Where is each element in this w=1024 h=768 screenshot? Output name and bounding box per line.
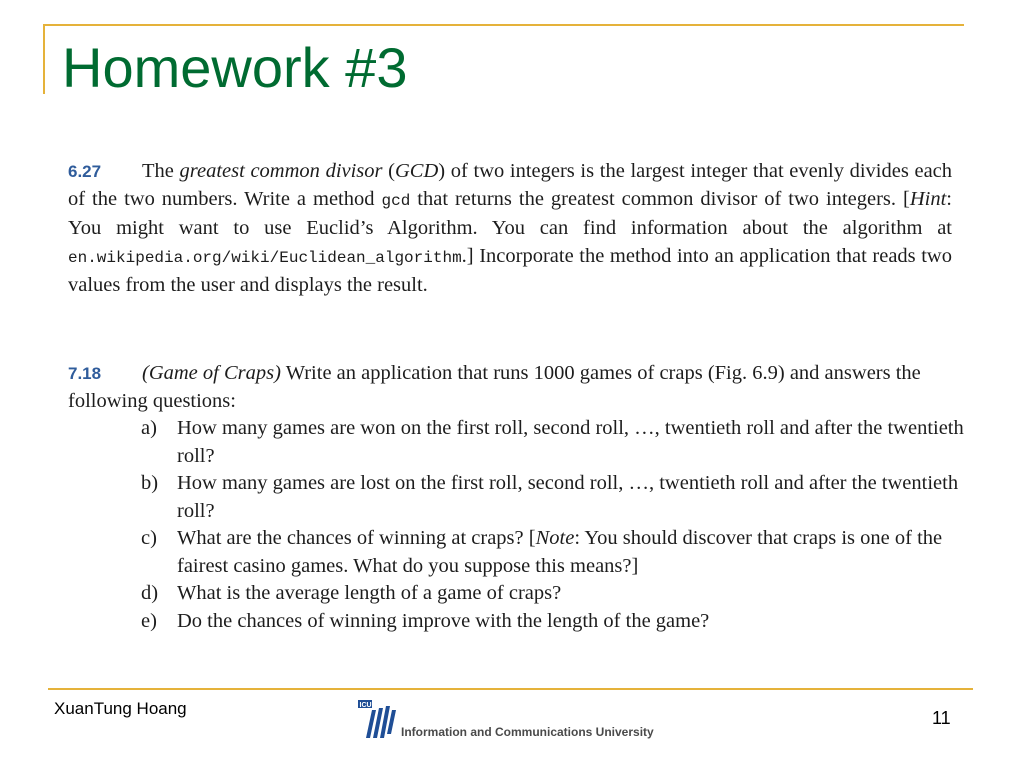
frame-top-line (43, 24, 964, 26)
list-item (68, 608, 970, 636)
code-text: gcd (381, 191, 411, 210)
footer-author: XuanTung Hoang (54, 699, 187, 718)
list-marker: c) (141, 527, 157, 549)
list-marker: b) (141, 472, 159, 494)
list-item-text: : You should discover that craps is one of the fairest casino games. What do you suppose this means?] (177, 527, 943, 577)
svg-text:ICU: ICU (359, 702, 372, 709)
footer-divider (48, 688, 973, 690)
frame-left-line (43, 24, 45, 94)
list-marker: d) (141, 582, 159, 604)
list-item-text: How many games are won on the first roll, second roll, …, twentieth roll and after the twentieth roll? (177, 417, 964, 467)
problem-text: ( (382, 160, 395, 182)
problem-number: 7.18 (68, 364, 102, 383)
emphasis-text: Hint (909, 187, 947, 210)
list-marker: e) (141, 609, 157, 632)
university-logo (358, 700, 678, 744)
problem-7-18 (68, 360, 970, 635)
list-item (68, 525, 970, 580)
emphasis-text: Note (535, 527, 575, 549)
page-number: 11 (932, 708, 951, 728)
list-item-text: Do the chances of winning improve with the length of the game? (177, 609, 710, 632)
list-marker: a) (141, 417, 157, 439)
problem-text: .] Incorporate the method into an application that reads two values from the user and displays the result. (68, 244, 952, 296)
list-item-text: How many games are lost on the first roll, second roll, …, twentieth roll and after the twentieth roll? (177, 472, 959, 522)
list-item (68, 470, 970, 525)
problem-text: that returns the greatest common divisor of two integers. [ (410, 187, 910, 210)
problem-text: The (142, 160, 180, 182)
emphasis-text: greatest common divisor (179, 160, 383, 182)
problem-number: 6.27 (68, 162, 102, 181)
code-text: en.wikipedia.org/wiki/Euclidean_algorithm (68, 248, 462, 267)
list-item-text: What are the chances of winning at craps? [ (177, 527, 536, 549)
question-list (68, 415, 970, 635)
problem-text: Write an application that runs 1000 games of craps (Fig. 6.9) and answers the following questions: (68, 362, 921, 412)
icu-logo-icon (358, 700, 398, 740)
emphasis-text: (Game of Craps) (142, 362, 281, 384)
problem-intro (68, 360, 970, 415)
list-item-text: What is the average length of a game of craps? (177, 582, 562, 604)
problem-text: : You might want to use Euclid’s Algorithm. You can find information about the algorithm at (68, 187, 952, 239)
problem-text: ) of two integers is the largest integer that evenly divides each of the two numbers. Write a method (68, 160, 953, 210)
list-item (68, 415, 970, 470)
emphasis-text: GCD (395, 160, 439, 182)
problem-6-27 (68, 158, 952, 300)
slide-title: Homework #3 (62, 36, 408, 99)
list-item (68, 580, 970, 608)
university-name: Information and Communications University (401, 725, 654, 739)
